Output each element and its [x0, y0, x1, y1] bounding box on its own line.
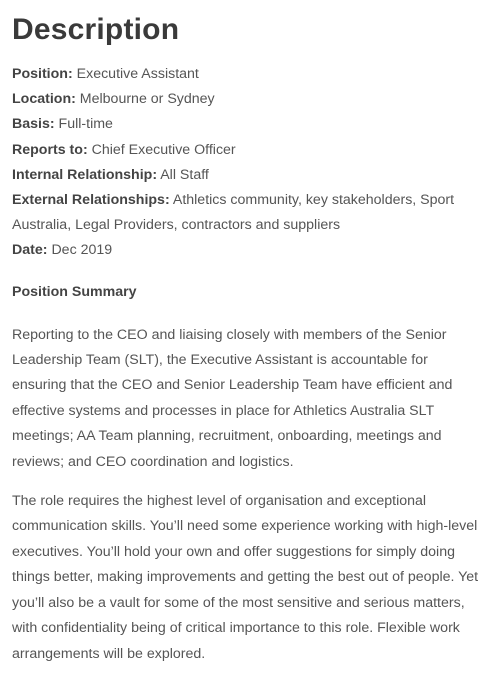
detail-value: Chief Executive Officer	[91, 141, 236, 158]
detail-label: Internal Relationship:	[12, 166, 158, 183]
summary-paragraph-2: The role requires the highest level of organisation and exceptional communication skills. You’ll need some experience working with high-level executives. You’ll hold your own and offer suggestions for simply doing things better, making improvements and getting the best out of people. Yet you’ll also be a vault for some of the most sensitive and serious matters, with confidentiality being of critical importance to this role. Flexible work arrangements will be explored.	[12, 493, 479, 662]
detail-value: All Staff	[160, 166, 209, 183]
detail-label: Date:	[12, 242, 48, 259]
detail-value: Dec 2019	[51, 242, 113, 259]
detail-reports-to	[12, 138, 484, 163]
detail-position	[12, 62, 484, 87]
detail-label: External Relationships:	[12, 192, 170, 209]
page-title: Description	[12, 13, 180, 46]
detail-label: Location:	[12, 91, 76, 108]
detail-external-relationships	[12, 188, 484, 238]
detail-value: Melbourne or Sydney	[79, 91, 215, 108]
detail-basis	[12, 112, 484, 137]
detail-label: Position:	[12, 66, 73, 82]
detail-value: Athletics community, key stakeholders, Sport Australia, Legal Providers, contractors and suppliers	[12, 192, 455, 234]
summary-paragraph-1: Reporting to the CEO and liaising closely with members of the Senior Leadership Team (SLT), the Executive Assistant is accountable for ensuring that the CEO and Senior Leadership Team have efficient and effective systems and processes in place for Athletics Australia SLT meetings; AA Team planning, recruitment, onboarding, meetings and reviews; and CEO coordination and logistics.	[12, 326, 453, 470]
detail-value: Executive Assistant	[76, 66, 199, 82]
detail-location	[12, 87, 484, 112]
detail-label: Reports to:	[12, 141, 88, 158]
detail-label: Basis:	[12, 116, 55, 133]
section-heading-position-summary: Position Summary	[12, 283, 137, 300]
detail-date	[12, 238, 484, 263]
job-details	[12, 62, 484, 264]
detail-value: Full-time	[58, 116, 113, 133]
detail-internal-relationship	[12, 163, 484, 188]
